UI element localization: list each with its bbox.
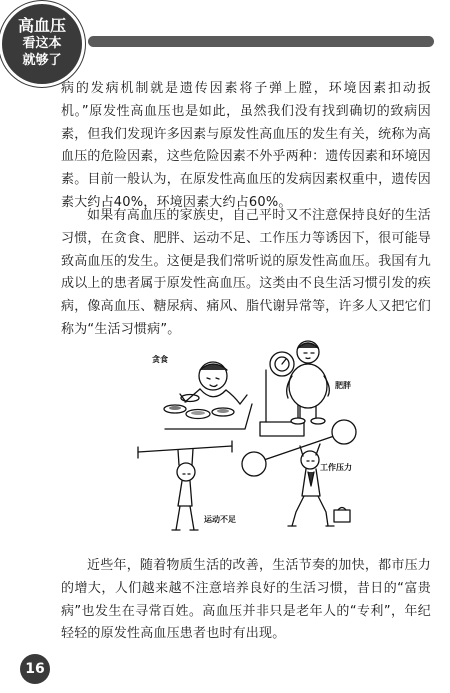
- label-work-stress: 工作压力: [320, 463, 352, 472]
- obesity-figure: [260, 341, 329, 436]
- label-gluttony: 贪食: [152, 355, 168, 364]
- page-number: 16: [20, 654, 50, 684]
- gluttony-figure: [164, 362, 252, 429]
- badge-line-2: 看这本: [22, 36, 62, 51]
- lifestyle-illustration-svg: [130, 334, 390, 542]
- badge-line-1: 高血压: [17, 16, 66, 35]
- paragraph-3: 近些年，随着物质生活的改善，生活节奏的加快，都市压力的增大，人们越来越不注意培养良好的生活习惯，昔日的“富贵病”也发生在寻常百姓。高血压并非只是老年人的“专利”，年纪轻轻的原发性高血压患者也时有出现。: [61, 558, 431, 642]
- label-obesity: 肥胖: [335, 381, 351, 390]
- paragraph-2: 如果有高血压的家族史，自己平时又不注意保持良好的生活习惯，在贪食、肥胖、运动不足、工作压力等诱因下，很可能导致高血压的发生。这便是我们常听说的原发性高血压。我国有九成以上的患者属于原发性高血压。这类由不良生活习惯引发的疾病，像高血压、糖尿病、痛风、脂代谢异常等，许多人又把它们称为“生活习惯病”。: [61, 208, 431, 337]
- lifestyle-illustration: [130, 334, 390, 542]
- label-exercise: 运动不足: [204, 515, 236, 524]
- paragraph-1: 病的发病机制就是遗传因素将子弹上膛，环境因素扣动扳机。”原发性高血压也是如此，虽然我们没有找到确切的致病因素，但我们发现许多因素与原发性高血压的发生有关，统称为高血压的危险因素，这些危险因素不外乎两种：遗传因素和环境因素。目前一般认为，在原发性高血压的发病因素权重中，遗传因素大约占40%，环境因素大约占60%。: [61, 81, 431, 210]
- header-rule: [88, 36, 434, 47]
- badge-line-3: 就够了: [22, 53, 62, 68]
- book-title-badge: [2, 4, 82, 84]
